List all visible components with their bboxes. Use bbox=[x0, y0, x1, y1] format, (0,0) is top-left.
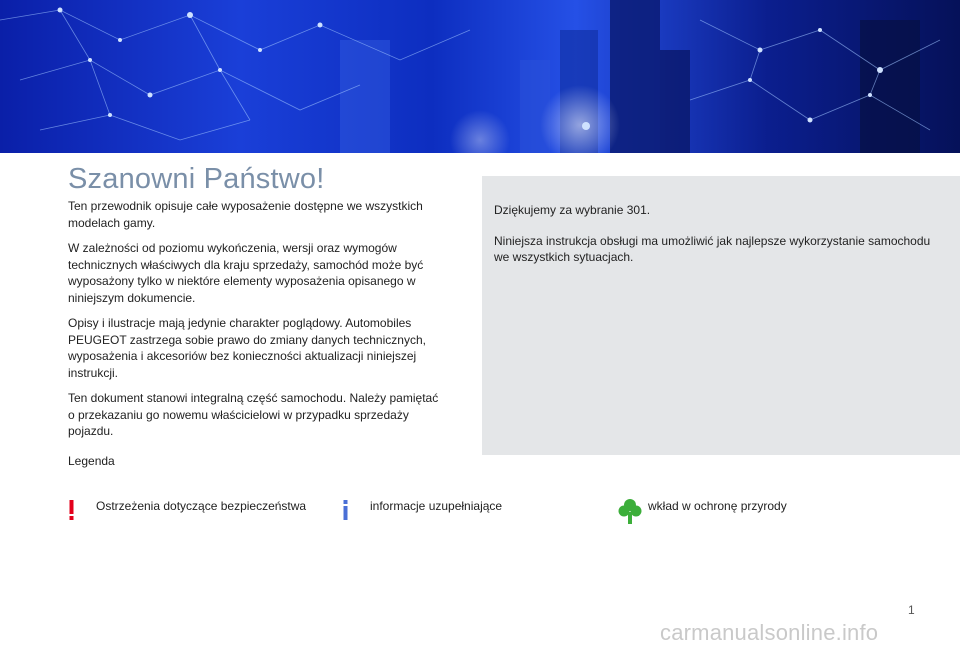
legend-item-warning bbox=[62, 498, 306, 524]
page-number: 1 bbox=[908, 603, 915, 617]
panel-paragraph: Niniejsza instrukcja obsługi ma umożliwić jak najlepsze wykorzystanie samochodu we wszystkich sytuacjach. bbox=[494, 233, 931, 264]
page-title: Szanowni Państwo! bbox=[68, 163, 325, 195]
intro-text-column bbox=[68, 198, 448, 449]
intro-paragraph: W zależności od poziomu wykończenia, wersji oraz wymogów technicznych właściwych dla kraju sprzedaży, samochód może być wyposażony tylko w niektóre elementy wyposażenia opisanego w niniejszym dokumencie. bbox=[68, 241, 424, 305]
legend-item-environment bbox=[618, 498, 787, 524]
info-icon bbox=[336, 498, 360, 524]
warning-exclamation-icon bbox=[62, 498, 86, 524]
intro-paragraph: Ten przewodnik opisuje całe wyposażenie dostępne we wszystkich modelach gamy. bbox=[68, 199, 423, 230]
intro-paragraph: Opisy i ilustracje mają jedynie charakter poglądowy. Automobiles PEUGEOT zastrzega sobie prawo do zmiany danych technicznych, wyposażenia i akcesoriów bez konieczności aktualizacji niniejszej instrukcji. bbox=[68, 316, 426, 380]
thank-you-panel bbox=[482, 176, 960, 455]
legend-item-info bbox=[336, 498, 502, 524]
legend-label: informacje uzupełniające bbox=[370, 499, 503, 513]
watermark-text: carmanualsonline.info bbox=[660, 620, 879, 645]
header-banner-image bbox=[0, 0, 960, 153]
legend-label: Ostrzeżenia dotyczące bezpieczeństwa bbox=[96, 499, 307, 513]
legend-title: Legenda bbox=[68, 454, 115, 468]
legend-label: wkład w ochronę przyrody bbox=[648, 499, 787, 513]
intro-paragraph: Ten dokument stanowi integralną część samochodu. Należy pamiętać o przekazaniu go nowemu właścicielowi w przypadku sprzedaży pojazdu. bbox=[68, 391, 439, 438]
tree-icon bbox=[618, 498, 642, 524]
panel-paragraph: Dziękujemy za wybranie 301. bbox=[494, 203, 651, 217]
network-city-illustration bbox=[0, 0, 960, 153]
